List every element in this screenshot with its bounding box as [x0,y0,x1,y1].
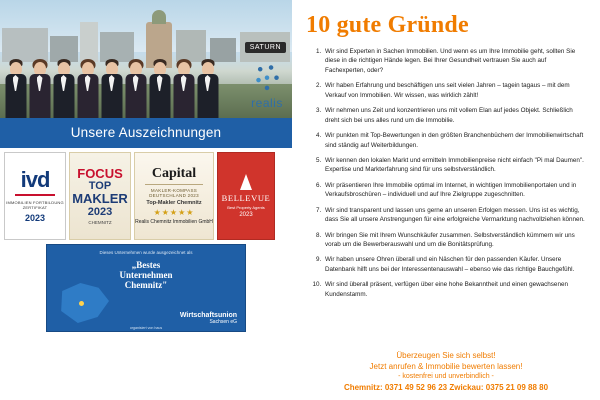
team-member [76,56,99,118]
team-member [124,56,147,118]
list-item: 8. Wir bringen Sie mit Ihrem Wunschkäufer zusammen. Selbstverständlich kümmern wir uns vorab um die Bewerberauswahl und um die Bonitätsprüfung. [323,231,588,250]
award-badge-ivd [4,152,66,240]
cta-line-1: Jetzt anrufen & Immobilie bewerten lassen! [369,362,523,371]
awards-row [0,148,292,240]
capital-firm-name: Realis Chemnitz Immobilien GmbH [135,218,213,225]
star-rating-icon: ★★★★★ [153,207,195,217]
best-company-line1: „Bestes [131,259,161,270]
left-panel [0,0,292,400]
team-member [4,56,27,118]
reasons-list [306,47,588,299]
focus-city: CHEMNITZ [88,219,112,225]
award-badge-focus [69,152,131,240]
call-to-action [292,351,600,392]
focus-top-label: TOP [88,180,112,193]
divider [145,184,203,185]
bellevue-year: 2023 [239,211,253,218]
list-item: 2. Wir haben Erfahrung und beschäftigen uns seit vielen Jahren – tagein tagaus – mit dem Verkauf von Immobilien. Wir wissen, was wirklich zählt! [323,81,588,100]
ivd-caption: IMMOBILIEN FORTBILDUNG ZERTIFIKAT [6,200,64,210]
page-title: 10 gute Gründe [306,12,469,38]
capital-label: MAKLER-KOMPASS DEUTSCHLAND 2023 [149,187,199,198]
dots-cluster-icon [250,59,284,93]
best-company-line2: Unternehmen [119,269,173,280]
capital-logo-text: Capital [151,165,197,181]
list-item: 1. Wir sind Experten in Sachen Immobilien. Und wenn es um Ihre Immobilie geht, sollten Sie diese in die richtigen Hände legen. Bei Ihrer Gesundheit vertrauen Sie auch auf Fachexperten, oder? [323,47,588,75]
right-panel [292,0,600,400]
team-member [28,56,51,118]
team-member [148,56,171,118]
bellevue-subtitle: Best Property Agents [227,205,265,211]
best-company-line3: Chemnitz" [124,279,168,290]
best-company-preamble: Dieses Unternehmen wurde ausgezeichnet als [99,250,193,255]
focus-logo-text: FOCUS [77,166,123,182]
award-badge-bellevue [217,152,275,240]
cta-phone-numbers[interactable]: Chemnitz: 0371 49 52 96 23 Zwickau: 0375 21 09 88 80 [343,383,549,392]
award-badge-capital [134,152,214,240]
list-item: 4. Wir punkten mit Top-Bewertungen in den größten Branchenbüchern der Immobilienwirtschaft sind ständig auf Weiterbildungen. [323,131,588,150]
focus-word-label: MAKLER [72,191,128,207]
team-member [172,56,195,118]
wirtschaftsunion-line2: Sachsen eG [209,319,237,325]
bellevue-logo-text: BELLEVUE [221,193,271,204]
cta-line-2: - kostenfrei und unverbindlich - [398,373,494,380]
company-logo [250,59,284,112]
store-sign: SATURN [245,42,286,53]
team-member [100,56,123,118]
award-badge-best-company [46,244,246,332]
wirtschaftsunion-logo [180,312,237,325]
focus-year: 2023 [87,205,113,218]
best-company-footnote: organisiert von haus [129,326,163,330]
cta-note: Überzeugen Sie sich selbst! [396,351,496,360]
list-item: 10. Wir sind überall präsent, verfügen über eine hohe Bekanntheit und einen gewachsenen Kundenstamm. [323,280,588,299]
list-item: 7. Wir sind transparent und lassen uns gerne an unseren Erfolgen messen. Uns ist es wichtig, dass Sie all unsere Anstrengungen für eine erfolgreiche Vermarktung nachvollziehen können. [323,206,588,225]
divider [15,194,55,196]
list-item: 5. Wir kennen den lokalen Markt und ermitteln Immobilienpreise nicht einfach "Pi mal Daumen". Expertise und Markterfahrung sind für uns selbstverständlich. [323,156,588,175]
team-member [52,56,75,118]
capital-ranking-line: Top-Makler Chemnitz [146,199,202,206]
team-member [196,56,219,118]
awards-section-title: Unsere Auszeichnungen [0,118,292,148]
ivd-year: 2023 [24,213,46,223]
flame-icon [240,174,252,190]
list-item: 9. Wir haben unsere Ohren überall und ein Näschen für den passenden Käufer. Unsere Datenbank hilft uns bei der Interessentenauswahl – ebenso wie das richtige Bauchgefühl. [323,255,588,274]
ivd-logo-text: ivd [20,167,50,192]
hero-photo [0,0,292,118]
team-photo-row [0,48,292,118]
wirtschaftsunion-line1: Wirtschaftsunion [179,312,237,319]
list-item: 3. Wir nehmen uns Zeit und konzentrieren uns mit vollem Elan auf jedes Objekt. Schließlich dreht sich bei uns alles rund um die Immobilie. [323,106,588,125]
list-item: 6. Wir präsentieren Ihre Immobilie optimal im Internet, in wichtigen Immobilienportalen und in Verkaufsbroschüren – individuell und auf Ihre Zielgruppe zugeschnitten. [323,181,588,200]
company-logo-text: realis [251,96,283,110]
